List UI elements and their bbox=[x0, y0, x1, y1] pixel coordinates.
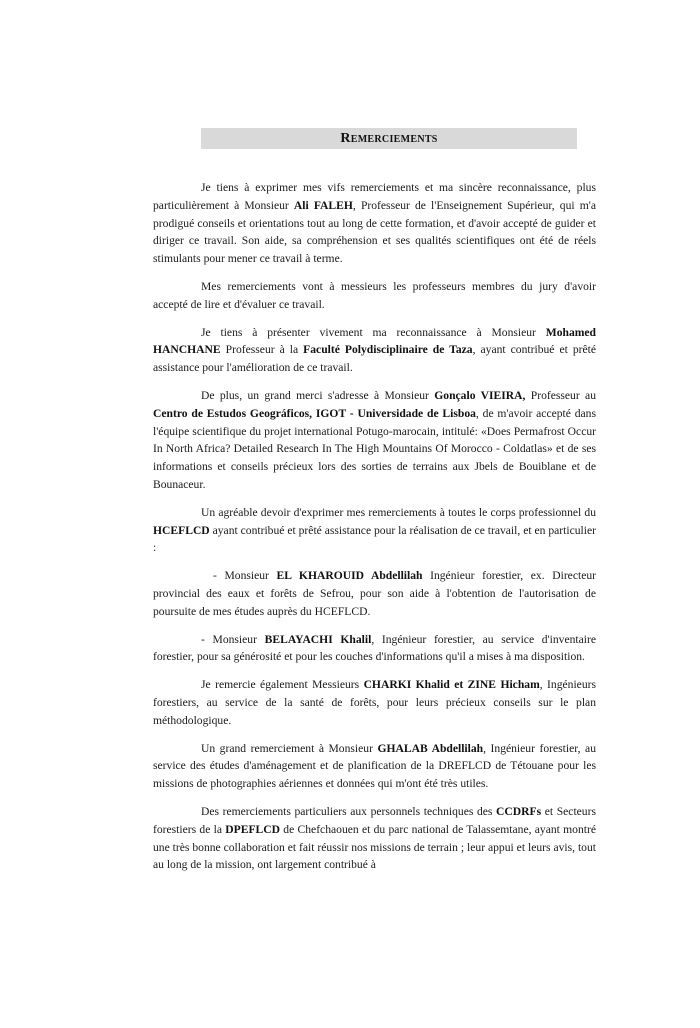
text-segment: Je tiens à présenter vivement ma reconnaissance à Monsieur bbox=[201, 325, 546, 339]
bold-text: CHARKI Khalid et ZINE Hicham bbox=[363, 678, 540, 692]
text-segment: - Monsieur bbox=[201, 632, 265, 646]
bold-text: Ali FALEH bbox=[293, 198, 353, 212]
paragraph bbox=[153, 803, 596, 874]
text-segment: de Chefchaouen et du parc national de Talassemtane, ayant montré une très bonne collaboration et fait réussir nos missions de terrain ; leur appui et leurs avis, tout au long de la mission, ont largement contribué à bbox=[153, 822, 596, 872]
acknowledgements-body bbox=[153, 179, 596, 884]
text-segment: et Secteurs forestiers de la bbox=[153, 804, 596, 836]
text-segment: , Ingénieur forestier, au service des études d'aménagement et de planification de la DREFLCD de Tétouane pour les missions de photographies aériennes et données qui m'ont été très utiles. bbox=[153, 741, 596, 791]
text-segment: , Ingénieurs forestiers, au service de la santé de forêts, pour leurs précieux conseils sur le plan méthodologique. bbox=[153, 678, 596, 727]
text-segment: Je tiens à exprimer mes vifs remerciements et ma sincère reconnaissance, plus particulièrement à Monsieur bbox=[153, 181, 596, 212]
paragraph bbox=[153, 278, 596, 314]
bold-text: CCDRFs bbox=[496, 804, 542, 818]
bold-text: Centro de Estudos Geográficos, IGOT - Universidade de Lisboa bbox=[153, 406, 476, 420]
bold-text: EL KHAROUID Abdellilah bbox=[276, 569, 423, 583]
bold-text: Gonçalo VIEIRA, bbox=[434, 388, 526, 402]
bold-text: Mohamed HANCHANE bbox=[153, 325, 596, 357]
text-segment: , de m'avoir accepté dans l'équipe scientifique du projet international Potugo-marocain, intitulé: «Does Permafrost Occur In North Africa? Detailed Research In The High Mountains Of Morocco - Coldatlas» et de ses informations et conseils précieux lors des sorties de terrains aux Jbels de Bouiblane et de Bounaceur. bbox=[153, 406, 596, 491]
paragraph bbox=[153, 504, 596, 557]
text-segment: , Professeur de l'Enseignement Supérieur, qui m'a prodigué conseils et orientations tout au long de cette formation, et d'avoir accepté de guider et diriger ce travail. Son aide, sa compréhension et ses qualités scientifiques ont été de réels stimulants pour mener ce travail à terme. bbox=[153, 198, 596, 266]
page-title: Remerciements bbox=[201, 128, 577, 149]
bold-text: DPEFLCD bbox=[225, 822, 281, 836]
bold-text: BELAYACHI Khalil bbox=[264, 632, 372, 646]
text-segment: Professeur à la bbox=[220, 343, 304, 357]
text-segment: De plus, un grand merci s'adresse à Monsieur bbox=[201, 388, 435, 402]
text-segment: Je remercie également Messieurs bbox=[201, 678, 364, 692]
paragraph bbox=[153, 179, 596, 268]
paragraph bbox=[153, 676, 596, 729]
text-segment: Ingénieur forestier, ex. Directeur provincial des eaux et forêts de Sefrou, pour son aide à l'obtention de l'autorisation de poursuite de mes études auprès du HCEFLCD. bbox=[153, 569, 596, 618]
text-segment: , ayant contribué et prêté assistance pour l'amélioration de ce travail. bbox=[153, 343, 597, 375]
text-segment: Mes remerciements vont à messieurs les professeurs membres du jury d'avoir accepté de lire et d'évaluer ce travail. bbox=[153, 279, 596, 311]
paragraph bbox=[153, 631, 596, 667]
text-segment: Un grand remerciement à Monsieur bbox=[201, 741, 378, 755]
bold-text: HCEFLCD bbox=[153, 523, 210, 537]
paragraph bbox=[153, 740, 596, 793]
paragraph bbox=[153, 567, 596, 620]
text-segment: Professeur au bbox=[525, 388, 596, 402]
paragraph bbox=[153, 324, 596, 377]
text-segment: Des remerciements particuliers aux personnels techniques des bbox=[201, 804, 497, 818]
text-segment: - Monsieur bbox=[213, 569, 277, 583]
bold-text: GHALAB Abdellilah bbox=[377, 741, 484, 755]
text-segment: ayant contribué et prêté assistance pour la réalisation de ce travail, et en particulier : bbox=[153, 523, 596, 555]
text-segment: , Ingénieur forestier, au service d'inventaire forestier, pour sa générosité et pour les couches d'informations qu'il a mises à ma disposition. bbox=[153, 632, 596, 664]
bold-text: Faculté Polydisciplinaire de Taza bbox=[303, 343, 473, 357]
text-segment: Un agréable devoir d'exprimer mes remerciements à toutes le corps professionnel du bbox=[201, 505, 596, 519]
paragraph bbox=[153, 387, 596, 494]
